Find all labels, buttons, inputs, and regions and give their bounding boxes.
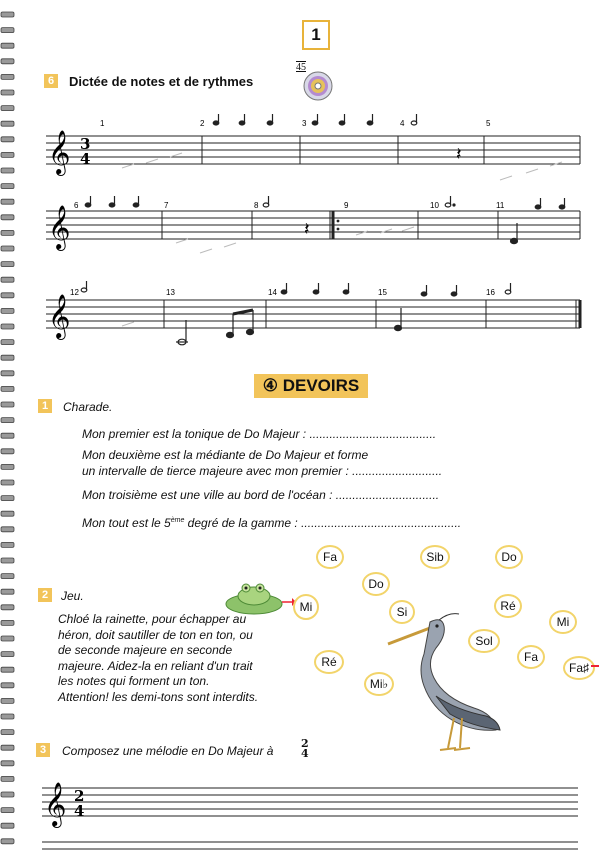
dictation-staff-1 xyxy=(40,112,590,192)
measure-number: 14 xyxy=(268,288,277,297)
exercise-3-time-signature: 2 4 xyxy=(301,737,309,760)
exercise-6-title: Dictée de notes et de rythmes xyxy=(69,74,254,89)
exercise-1-badge: 1 xyxy=(38,399,52,413)
track-number: 45 xyxy=(296,62,306,73)
note-bubble-mi-flat[interactable]: Mi♭ xyxy=(364,672,394,696)
time-signature-bottom: 4 xyxy=(80,150,91,168)
measure-number: 4 xyxy=(400,119,405,128)
note-bubble-fa[interactable]: Fa xyxy=(316,545,344,569)
measure-number: 13 xyxy=(166,288,175,297)
measure-number: 1 xyxy=(100,119,105,128)
exercise-1-title: Charade. xyxy=(63,400,113,414)
charade-line-4: Mon tout est le 5ème degré de la gamme : ................................................ xyxy=(82,516,462,530)
charade-line-3: Mon troisième est une ville au bord de l'océan : ............................... xyxy=(82,488,440,502)
note-bubble-fa-sharp[interactable]: Fa♯ xyxy=(563,656,595,680)
charade-line-2b: un intervalle de tierce majeure avec mon premier : ........................... xyxy=(82,464,443,478)
note-bubble-mi[interactable]: Mi xyxy=(549,610,577,634)
time-signature-bottom: 4 xyxy=(74,802,85,820)
quarter-rest-icon: 𝄽 xyxy=(304,219,310,240)
composition-staff[interactable] xyxy=(38,770,583,850)
note-bubble-fa[interactable]: Fa xyxy=(517,645,545,669)
measure-number: 15 xyxy=(378,288,387,297)
measure-number: 8 xyxy=(254,201,259,210)
quarter-rest-icon: 𝄽 xyxy=(456,144,462,165)
devoirs-number: ④ xyxy=(262,376,278,395)
time-signature-top: 3 xyxy=(80,135,91,153)
measure-number: 2 xyxy=(200,119,205,128)
note-bubble-re[interactable]: Ré xyxy=(314,650,344,674)
time-signature-top: 2 xyxy=(74,787,85,805)
exercise-6-badge: 6 xyxy=(44,74,58,88)
measure-number: 7 xyxy=(164,201,169,210)
heron-illustration xyxy=(384,610,504,756)
frog-illustration xyxy=(220,576,284,616)
spiral-binding xyxy=(0,0,16,850)
note-bubble-si[interactable]: Si xyxy=(389,600,415,624)
measure-number: 16 xyxy=(486,288,495,297)
measure-number: 5 xyxy=(486,119,491,128)
charade-line-1: Mon premier est la tonique de Do Majeur : ...................................... xyxy=(82,427,437,441)
dictation-staff-2 xyxy=(40,195,590,275)
devoirs-heading xyxy=(254,374,368,398)
charade-line-2a: Mon deuxième est la médiante de Do Majeur et forme xyxy=(82,448,369,462)
measure-number: 11 xyxy=(496,201,505,210)
dictation-staff-3 xyxy=(40,280,590,360)
exercise-3-badge: 3 xyxy=(36,743,50,757)
measure-number: 3 xyxy=(302,119,307,128)
treble-clef-icon: 𝄞 xyxy=(48,205,71,249)
note-bubble-do[interactable]: Do xyxy=(495,545,523,569)
measure-number: 10 xyxy=(430,201,439,210)
exercise-2-text: Chloé la rainette, pour échapper au héron, doit sautiller de ton en ton, ou de seconde majeure en seconde majeure. Aidez-la en reliant d'un trait les notes qui forment un ton. Attention! les demi-tons sont interdits. xyxy=(58,612,259,704)
note-bubble-re[interactable]: Ré xyxy=(494,594,522,618)
treble-clef-icon: 𝄞 xyxy=(48,130,71,174)
devoirs-title: DEVOIRS xyxy=(282,376,360,395)
page-number: 1 xyxy=(302,20,330,50)
measure-number: 6 xyxy=(74,201,79,210)
exercise-2-badge: 2 xyxy=(38,588,52,602)
exercise-3-text: Composez une mélodie en Do Majeur à xyxy=(62,744,274,758)
note-bubble-sol[interactable]: Sol xyxy=(468,629,500,653)
note-bubble-do[interactable]: Do xyxy=(362,572,390,596)
cd-icon[interactable] xyxy=(296,62,336,102)
treble-clef-icon: 𝄞 xyxy=(48,294,71,338)
exit-arrow-icon xyxy=(591,665,599,667)
exercise-2-title: Jeu. xyxy=(61,589,84,603)
note-start-mi[interactable]: Mi xyxy=(293,594,319,620)
measure-number: 12 xyxy=(70,288,79,297)
note-bubble-sib[interactable]: Sib xyxy=(420,545,450,569)
treble-clef-icon: 𝄞 xyxy=(44,782,67,826)
measure-number: 9 xyxy=(344,201,349,210)
